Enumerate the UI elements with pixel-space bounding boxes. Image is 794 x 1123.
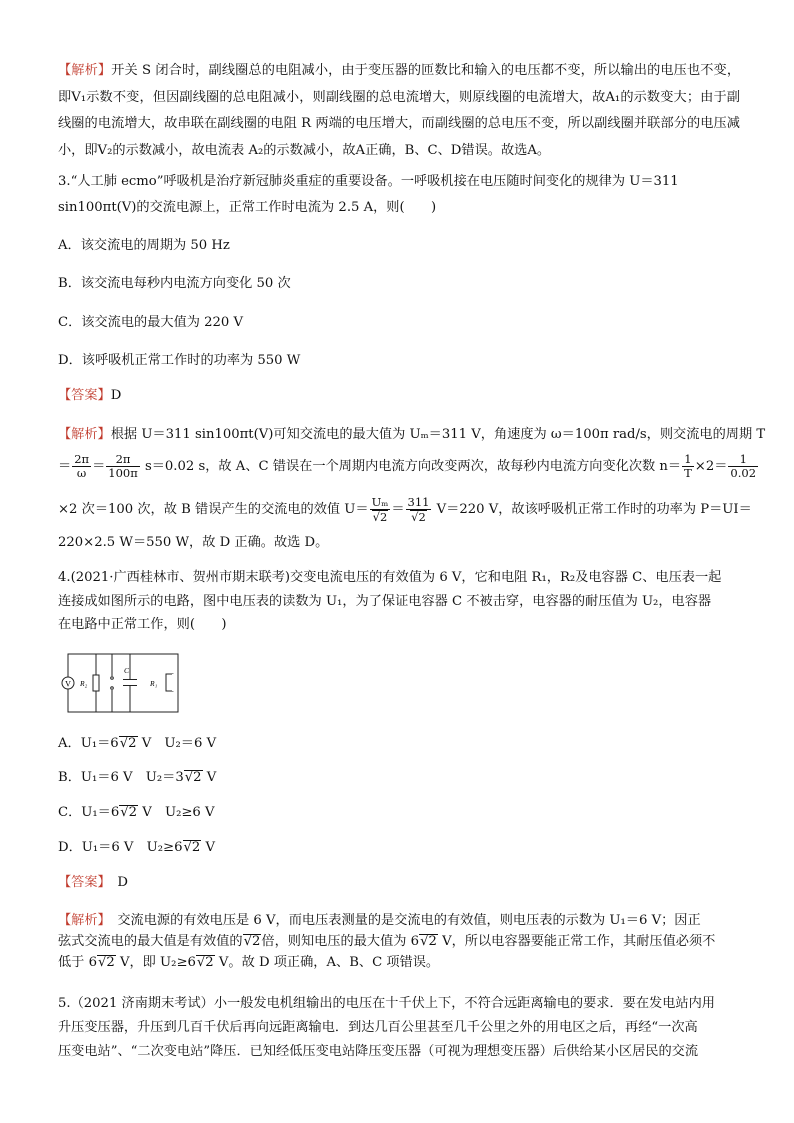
sqrt: √ 2 [184,770,203,784]
q4-stem-line2: 连接成如图所示的电路，图中电压表的读数为 U₁，为了保证电容器 C 不被击穿，电容器的耐压值为 U₂，电容器 [58,594,712,609]
q3-option-b: B．该交流电每秒内电流方向变化 50 次 [58,276,291,291]
q4-analysis-text-7: V。故 D 项正确，A、B、C 项错误。 [214,955,440,970]
option-letter: D． [58,840,82,855]
q4-answer [58,873,128,893]
switch-terminal [111,687,114,690]
answer-tag: 【答案】 [58,875,105,890]
q3-analysis-text-4: ×2 次＝100 次，故 B 错误产生的交流电的效值 U＝ [58,502,369,517]
q4-analysis-text-3: 倍，则知电压的最大值为 6 [261,934,420,949]
frac-num: 1 [728,453,758,467]
q5-stem-line3: 压变电站”、“二次变电站”降压．已知经低压变电站降压变压器（可视为理想变压器）后供给某小区居民的交流 [58,1044,699,1059]
q3-option-c: C．该交流电的最大值为 220 V [58,315,244,330]
resistor-r1 [166,674,173,691]
q4-analysis-text-2: 弦式交流电的最大值是有效值的 [58,934,243,949]
r1-label: R₁ [150,679,158,688]
q2-analysis-text: 开关 S 闭合时，副线圈总的电阻减小，由于变压器的匝数比和输入的电压都不变，所以输出的电压也不变，即V₁示数不变，但因副线圈的总电阻减小，则副线圈的总电流增大，则原线圈的电流增大，故A₁的示数变大；由于副线圈的电流增大，故串联在副线圈的电阻 R 两端的电压增大，而副线圈的总电压不变，所以副线圈并联部分的电压减小，即V₂的示数减小，故电流表 A₂的示数减小，故A正确，B、C、D错误。故选A。 [58,63,741,158]
fraction [682,453,694,480]
q3-stem-line2: sin100πt(V)的交流电源上，正常工作时电流为 2.5 A，则( ) [58,200,437,215]
q4-analysis-line1 [58,911,701,931]
sqrt: √ 2 [419,934,438,948]
option-u1-tail: V [137,736,152,751]
frac-den [406,510,432,524]
q2-analysis [58,58,740,164]
fraction [72,453,91,480]
q4-option-d [58,838,215,858]
frac-num: 2π [74,452,90,466]
q5-stem-line1: 5.（2021 济南期末考试）小一般发电机组输出的电压在十千伏上下，不符合远距离输电的要求．要在发电站内用 [58,996,715,1011]
option-u2-tail: V [201,840,216,855]
q4-analysis-text-1: 交流电源的有效电压是 6 V，而电压表测量的是交流电的有效值，则电压表的示数为 U₁＝6 V；因正 [104,913,701,928]
frac-num: 311 [407,494,430,509]
q3-option-d: D．该呼吸机正常工作时的功率为 550 W [58,353,301,368]
capacitor-gap [123,679,137,686]
fraction [406,496,432,524]
frac-den: 0.02 [730,466,757,480]
sqrt: √ 2 [119,736,138,750]
analysis-tag: 【解析】 [58,63,112,78]
q3-option-a: A．该交流电的周期为 50 Hz [58,238,230,253]
q3-analysis-text-5: V＝220 V，故该呼吸机正常工作时的功率为 P＝UI＝ [432,502,752,517]
voltmeter-label: V [65,679,71,689]
frac-den: T [684,466,692,480]
option-u1: U₁＝6 V [80,770,133,785]
option-u2-tail: V [202,770,217,785]
q3-analysis-text-2: s＝0.02 s，故 A、C 错误在一个周期内电流方向改变两次，故每秒内电流方向变化次数 n＝ [140,459,682,474]
sqrt: √ 2 [196,955,215,969]
q3-answer-value: D [110,388,122,403]
q5-stem-line2: 升压变压器，升压到几百千伏后再向远距离输电．到达几百公里甚至几千公里之外的用电区之后，再经“一次高 [58,1020,698,1035]
fraction [106,453,140,480]
q4-analysis-line3 [58,953,439,973]
switch-terminal [111,677,114,680]
resistor-r2 [93,675,99,691]
frac-den: ω [76,466,87,480]
fraction [728,453,758,480]
circuit-diagram [60,650,185,718]
frac-num: 2π [106,453,140,467]
r1-wire-cover [172,674,180,691]
q4-analysis-text-4: V，所以电容器要能正常工作，其耐压值必须不 [437,934,716,949]
q4-option-c [58,803,215,823]
option-u1: U₁＝6 V [81,840,134,855]
option-u1: U₁＝6 [80,736,119,751]
q4-answer-value: D [117,875,128,890]
sqrt: √ 2 [372,510,389,524]
q3-analysis-line2: ＝ $\frac{2\pi}{\omega}$ ＝ $\frac{2\pi}{100\pi}$ s＝0.02 s，故 A、C 错误在一个周期内电流方向改变两次，故每秒内电流方向变化次数 n＝ $\frac{1}{T}$ ×2＝ $\frac{1}{0.02}$ [58,452,757,480]
q4-analysis-text-5: 低于 6 [58,955,97,970]
option-letter: A． [58,736,81,751]
option-letter: C． [58,805,82,820]
frac-den [370,510,391,524]
q3-analysis-line4: 220×2.5 W＝550 W，故 D 正确。故选 D。 [58,535,329,550]
sqrt: √ 2 [243,934,262,948]
sqrt: √ 2 [97,955,116,969]
q4-stem-line1: 4.(2021·广西桂林市、贺州市期末联考)交变电流电压的有效值为 6 V，它和电阻 R₁，R₂及电容器 C、电压表一起 [58,570,722,585]
answer-tag: 【答案】 [58,388,111,403]
option-u2: U₂＝3 [145,770,184,785]
option-u1: U₁＝6 [81,805,120,820]
q4-option-a [58,734,216,754]
q3-answer [58,386,121,406]
q3-analysis-text-1: 根据 U＝311 sin100πt(V)可知交流电的最大值为 Uₘ＝311 V，角速度为 ω＝100π rad/s，则交流电的周期 T [110,427,766,442]
option-u2: U₂≥6 V [164,805,215,820]
q4-analysis-text-6: V，即 U₂≥6 [115,955,196,970]
q3-analysis-text-3: ×2＝ [694,459,728,474]
sqrt: √ 2 [183,840,202,854]
sqrt: √ 2 [410,510,427,524]
frac-num: 1 [682,453,694,467]
sqrt: √ 2 [119,805,138,819]
q3-analysis-line3: ×2 次＝100 次，故 B 错误产生的交流电的效值 U＝ Uₘ √ 2 ＝ 311 √ 2 V＝220 V，故该呼吸机正常工作时的功率为 P＝UI＝ [58,495,752,525]
q4-stem-line3: 在电路中正常工作，则( ) [58,617,227,632]
q3-analysis-line1 [58,425,765,445]
fraction [370,496,391,524]
q4-option-b [58,768,216,788]
frac-num: Uₘ [371,494,389,509]
option-u2: U₂＝6 V [164,736,217,751]
option-u2: U₂≥6 [146,840,183,855]
q4-analysis-line2 [58,932,715,952]
option-u1-tail: V [138,805,152,820]
frac-den: 100π [108,466,138,480]
analysis-tag: 【解析】 [58,427,111,442]
q3-stem-line1: 3.“人工肺 ecmo”呼吸机是治疗新冠肺炎重症的重要设备。一呼吸机接在电压随时间变化的规律为 U＝311 [58,174,679,189]
capacitor-label: C [124,666,130,675]
r2-label: R₂ [80,679,88,688]
option-letter: B． [58,770,81,785]
analysis-tag: 【解析】 [58,913,105,928]
equals: ＝ [58,459,72,474]
